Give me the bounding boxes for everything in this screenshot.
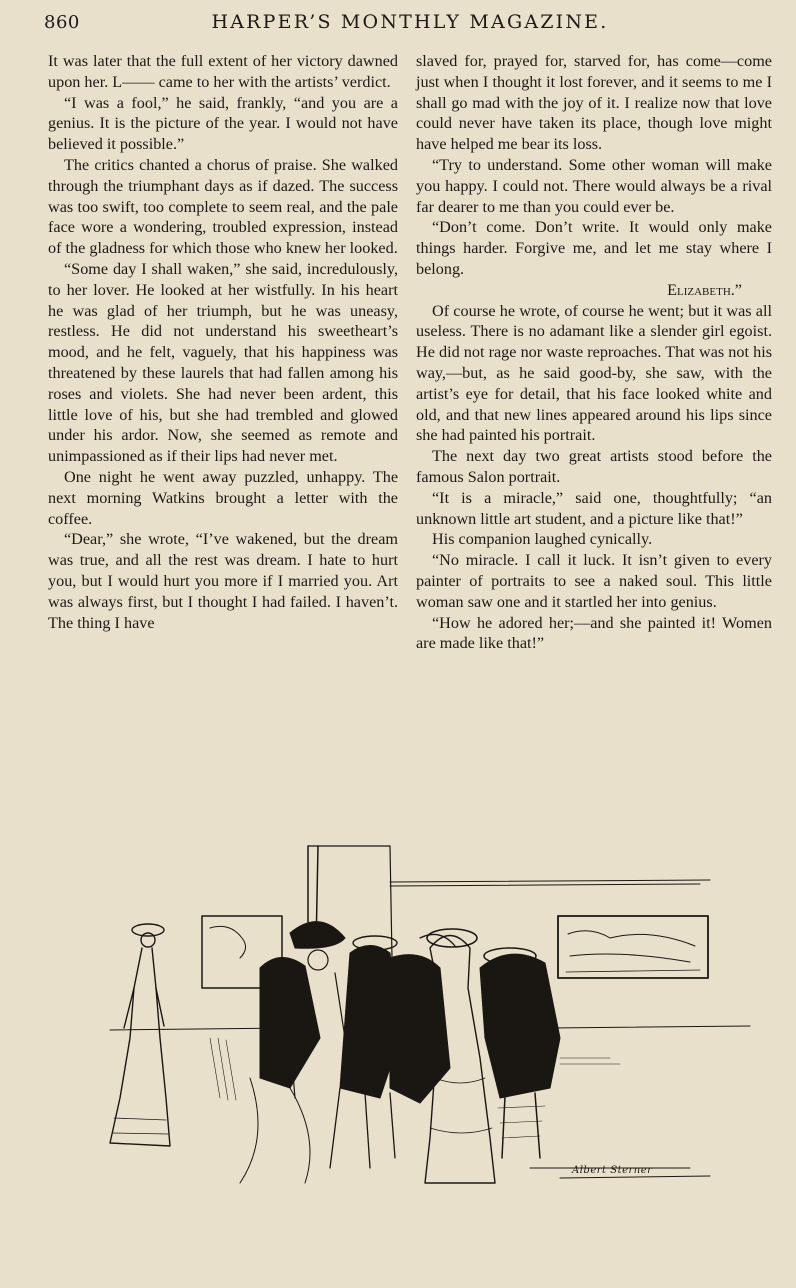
paragraph: “No miracle. I call it luck. It isn’t given to every painter of portraits to see a naked soul. This little woman saw one and it startled her into genius. [416, 551, 772, 611]
paragraph: “Some day I shall waken,” she said, incredulously, to her lover. He looked at her wistfully. In his heart he was glad of her triumph, but he was uneasy, restless. He did not understand his sweetheart’s mood, and he felt, vaguely, that his happiness was threatened by these laurels that had fallen among his roses and violets. She had never been ardent, this little love of his, but she had trembled and glowed under his ardor. Now, she seemed as remote and unimpassioned as if their lips had never met. [48, 259, 398, 466]
page-number: 860 [44, 12, 80, 33]
paragraph: “How he adored her;—and she painted it! Women are made like that!” [416, 613, 772, 653]
paragraph: “It is a miracle,” said one, thoughtfully; “an unknown little art student, and a picture like that!” [416, 488, 772, 528]
illustration-drawing [90, 838, 770, 1203]
paragraph: “Don’t come. Don’t write. It would only make things harder. Forgive me, and let me stay where I belong. [416, 218, 772, 278]
woman-figure-left [110, 924, 170, 1146]
page-header [40, 8, 780, 38]
gallery-crowd-illustration [90, 838, 770, 1203]
paragraph: One night he went away puzzled, unhappy. The next morning Watkins brought a letter with the coffee. [48, 467, 398, 528]
left-column [48, 51, 398, 633]
running-head: HARPER’S MONTHLY MAGAZINE. [211, 11, 609, 33]
paragraph: “Try to understand. Some other woman will make you happy. I could not. There would always be a rival far dearer to me than you could ever be. [416, 155, 772, 216]
paragraph: The critics chanted a chorus of praise. She walked through the triumphant days as if dazed. The success was too swift, too complete to seem real, and the pale face wore a wondering, troubled expression, instead of the gladness for which those who knew her looked. [48, 155, 398, 258]
right-column [416, 51, 772, 654]
paragraph: His companion laughed cynically. [432, 530, 653, 549]
paragraph: It was later that the full extent of her victory dawned upon her. L—— came to her with the artists’ verdict. [48, 52, 398, 91]
paragraph: “I was a fool,” he said, frankly, “and you are a genius. It is the picture of the year. I would not have believed it possible.” [48, 93, 398, 154]
letter-signature: Elizabeth.” [667, 280, 742, 299]
paragraph: slaved for, prayed for, starved for, has come—come just when I thought it lost forever, and it seems to me I shall go mad with the joy of it. I realize now that love could never have taken its place, though love might have helped me bear its loss. [416, 52, 772, 154]
paragraph: Of course he wrote, of course he went; but it was all useless. There is no adamant like a slender girl egoist. He did not rage nor waste reproaches. That was not his way,—but, as he said good-by, she saw, with the artist’s eye for detail, that his face looked white and old, and that new lines appeared around his lips since she had painted his portrait. [416, 301, 772, 445]
paragraph: “Dear,” she wrote, “I’ve wakened, but the dream was true, and all the rest was dream. I hate to hurt you, but I would hurt you more if I married you. Art was always first, but I thought I had failed. I haven’t. The thing I have [48, 530, 398, 632]
paragraph: The next day two great artists stood before the famous Salon portrait. [416, 447, 772, 486]
artist-signature: Albert Sterner [572, 1165, 653, 1176]
crowd-figures [240, 922, 560, 1183]
